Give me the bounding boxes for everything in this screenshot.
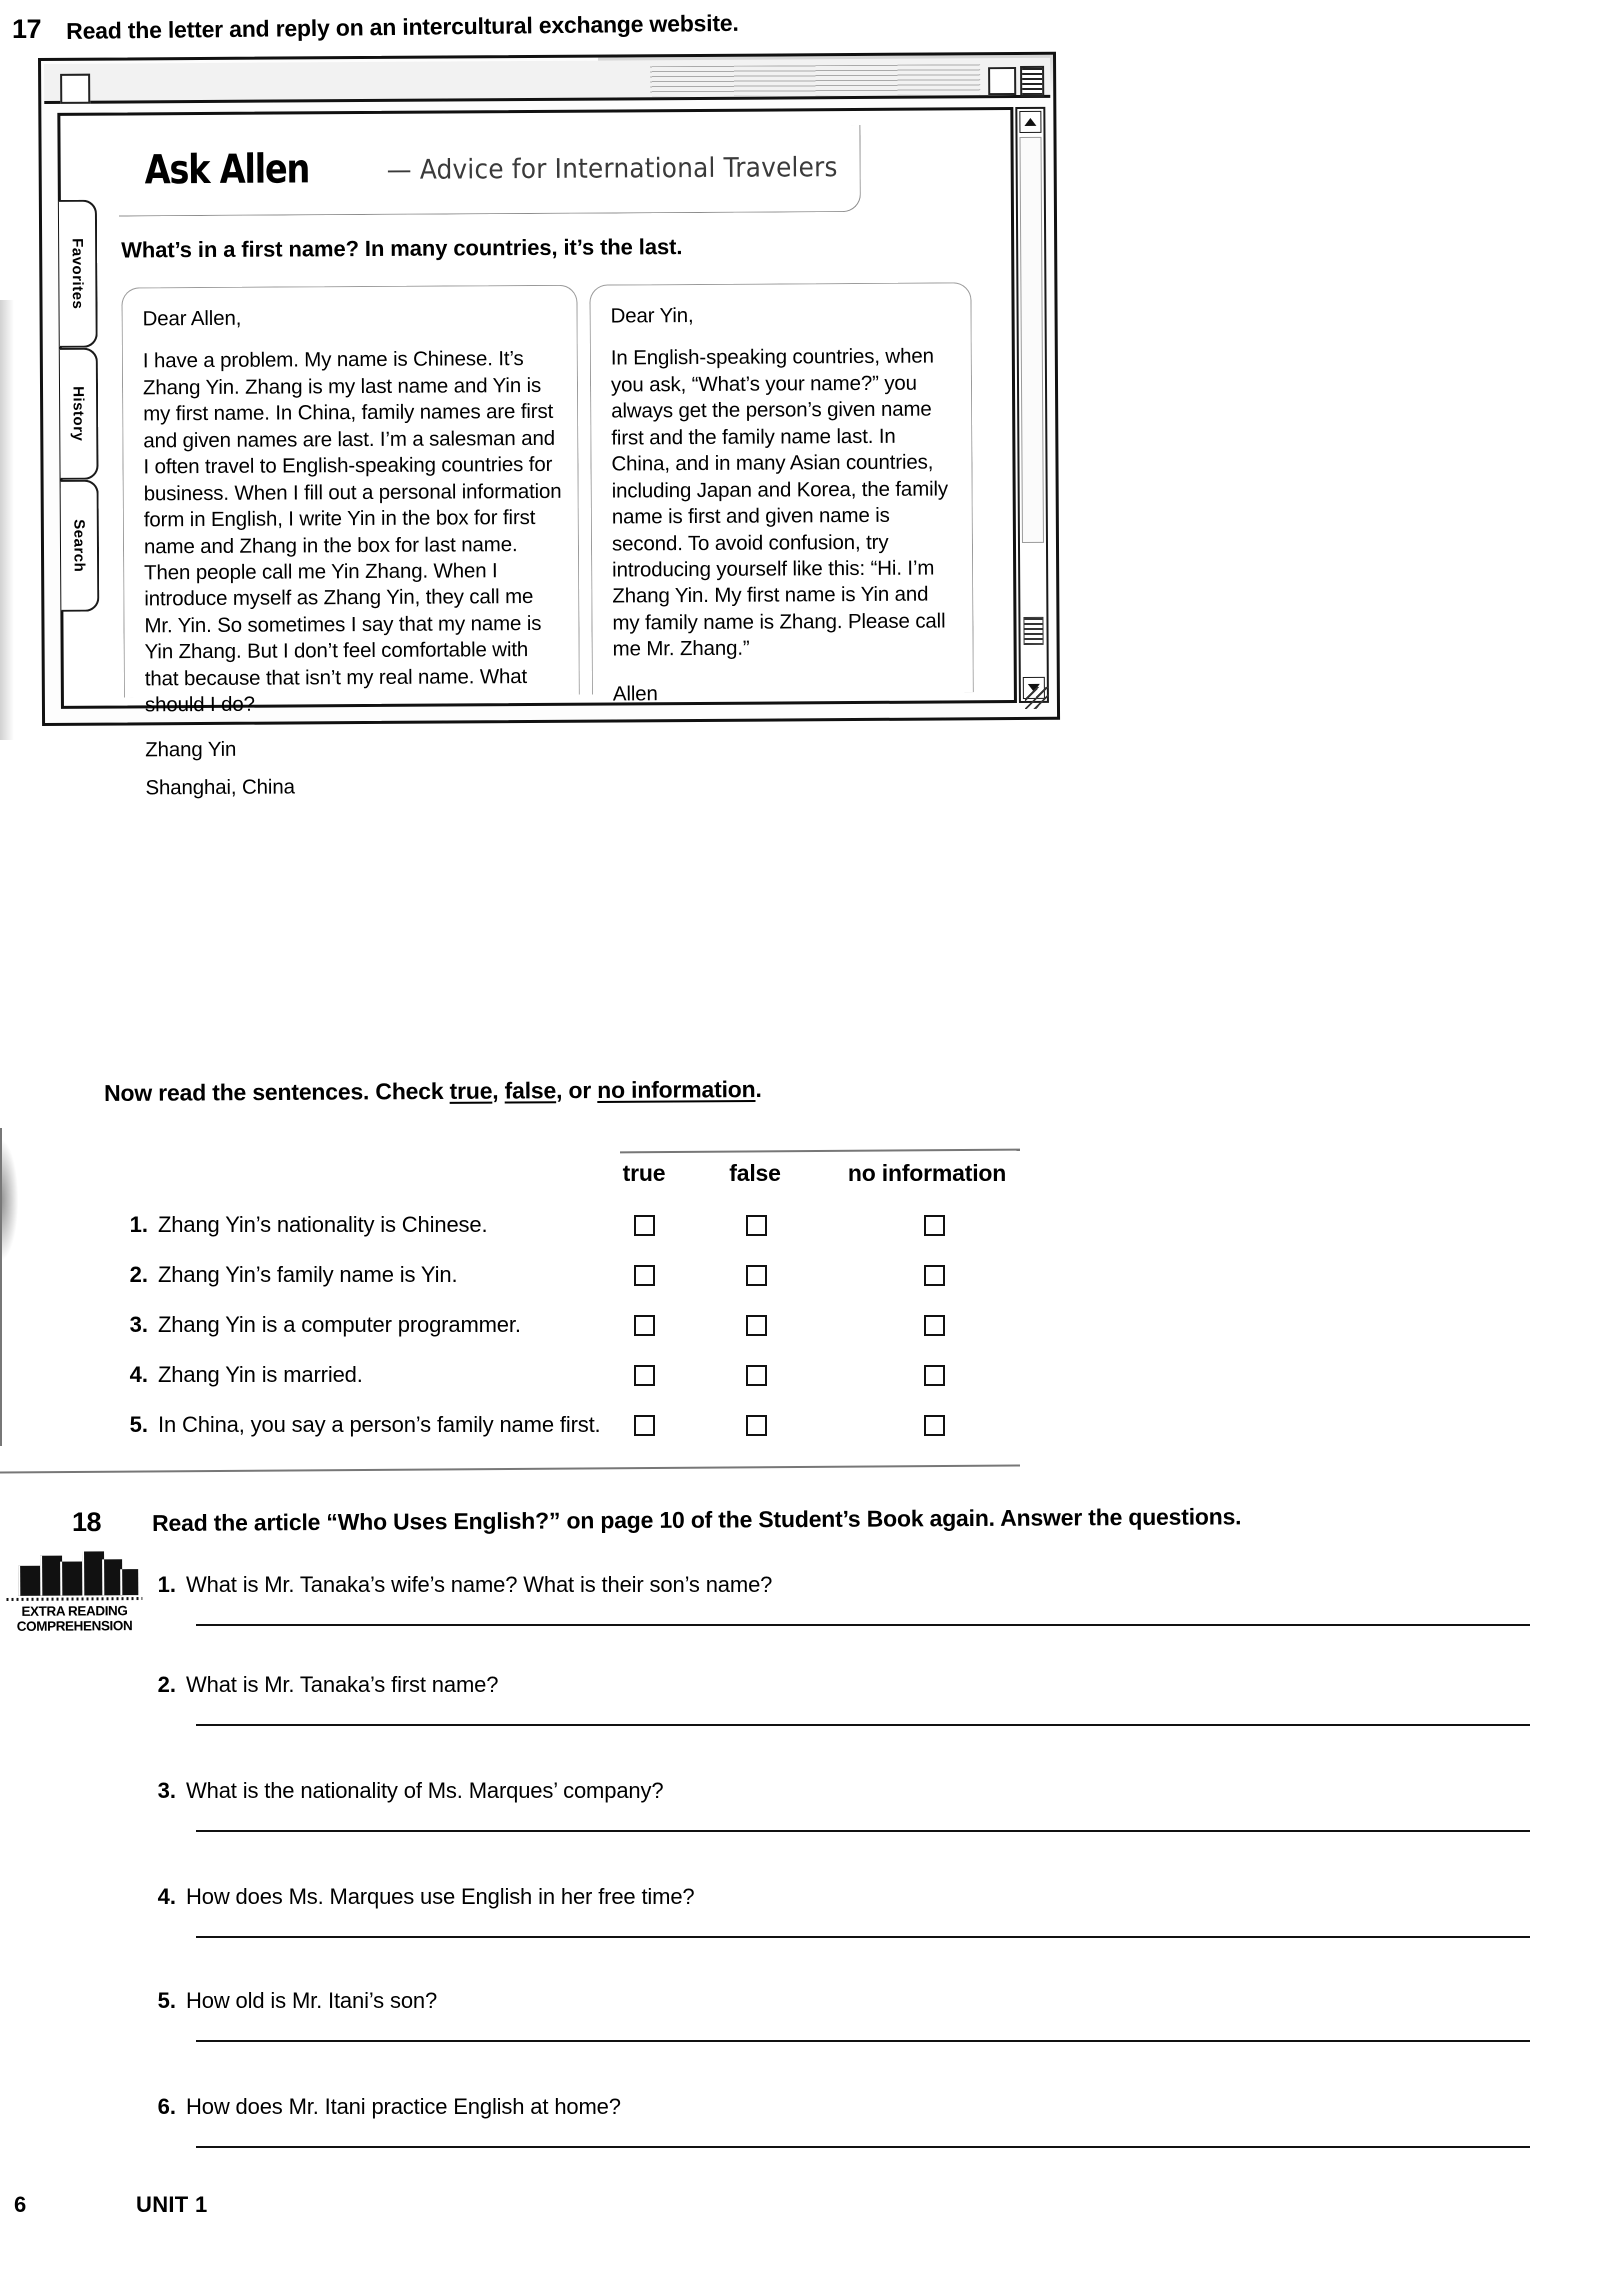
table-row <box>0 1312 1020 1352</box>
question-number: 2. <box>157 1672 176 1697</box>
scrollbar-grip-icon <box>1023 617 1043 645</box>
browser-frame <box>38 52 1060 800</box>
sidebar-tab-history-label: History <box>69 386 87 442</box>
sidebar-tab-history[interactable] <box>60 348 99 480</box>
scroll-up-arrow-icon[interactable] <box>1019 111 1041 133</box>
sidebar-tab-favorites-label: Favorites <box>68 238 87 310</box>
check-instruction-true: true <box>449 1077 493 1104</box>
site-brand-subtitle: — Advice for International Travelers <box>386 152 838 186</box>
statement-number: 4. <box>129 1362 148 1387</box>
question-item <box>0 1778 1600 1864</box>
answer-line[interactable] <box>196 1936 1530 1938</box>
statement-number: 2. <box>129 1262 148 1287</box>
browser-title-bar <box>44 58 1050 104</box>
checkbox-true[interactable] <box>634 1315 655 1336</box>
exercise-18-number: 18 <box>72 1507 102 1537</box>
question-text: What is Mr. Tanaka’s wife’s name? What is their son’s name? <box>186 1572 773 1597</box>
checkbox-no-information[interactable] <box>924 1415 945 1436</box>
letter-from-reader <box>121 285 579 800</box>
question-text: How old is Mr. Itani’s son? <box>186 1988 438 2013</box>
statement-text: Zhang Yin’s nationality is Chinese. <box>158 1212 488 1237</box>
statement-number: 3. <box>129 1312 148 1337</box>
badge-label-line2: COMPREHENSION <box>16 1618 133 1635</box>
window-controls-icon[interactable] <box>1020 66 1044 97</box>
column-header-no-information: no information <box>847 1160 1007 1186</box>
statement-text: Zhang Yin’s family name is Yin. <box>158 1262 458 1287</box>
question-text: What is Mr. Tanaka’s first name? <box>186 1672 499 1697</box>
article-headline: What’s in a first name? In many countries, it’s the last. <box>121 234 683 263</box>
column-header-false: false <box>729 1160 781 1186</box>
check-instruction-sep1: , <box>492 1077 505 1104</box>
question-item <box>0 1672 1600 1758</box>
checkbox-true[interactable] <box>634 1215 655 1236</box>
letter-left-location: Shanghai, China <box>145 775 295 800</box>
site-masthead <box>118 125 861 217</box>
question-text: What is the nationality of Ms. Marques’ company? <box>186 1778 664 1803</box>
question-number: 5. <box>157 1988 176 2013</box>
table-row <box>0 1412 1020 1452</box>
letter-right-body: In English-speaking countries, when you ask, “What’s your name?” you always get the person’s given name first and the family name last. In China, and in many Asian countries, including Japan and Korea, the family name is first and given name is second. To avoid confusion, try introducing yourself like this: “Hi. I’m Zhang Yin. My first name is Yin and my family name is Zhang. Please call me Mr. Zhang.” <box>610 344 949 661</box>
check-instruction-suffix: . <box>755 1075 762 1103</box>
table-top-rule <box>620 1149 1020 1153</box>
checkbox-false[interactable] <box>746 1315 767 1336</box>
checkbox-false[interactable] <box>746 1215 767 1236</box>
letter-left-signature: Zhang Yin <box>145 737 237 761</box>
unit-label: UNIT 1 <box>136 2192 208 2217</box>
checkbox-true[interactable] <box>634 1415 655 1436</box>
site-brand: Ask Allen <box>144 146 310 194</box>
checkbox-false[interactable] <box>746 1415 767 1436</box>
letter-left-body: I have a problem. My name is Chinese. It’s Zhang Yin. Zhang is my last name and Yin is my first name. In China, family names are first and given names are last. I’m a salesman and I often travel to English-speaking countries for business. When I fill out a personal information form in English, I write Yin in the box for first name and Zhang in the box for last name. Then people call me Yin Zhang. When I introduce myself as Zhang Yin, they call me Mr. Yin. So sometimes I say that my name is Yin Zhang. But I don’t feel comfortable with that because that isn’t my real name. What should I do? <box>142 347 562 717</box>
exercise-17-header <box>0 6 1100 56</box>
statement-number: 5. <box>129 1412 148 1437</box>
vertical-scrollbar[interactable] <box>1015 107 1049 703</box>
question-number: 1. <box>157 1572 176 1597</box>
check-instruction <box>104 1076 762 1107</box>
statement-text: In China, you say a person’s family name first. <box>158 1412 601 1437</box>
letter-left-salutation: Dear Allen, <box>142 306 242 331</box>
check-instruction-sep2: , or <box>555 1076 598 1104</box>
browser-window <box>38 52 1062 800</box>
letter-right-signature: Allen <box>612 681 658 706</box>
table-row <box>0 1262 1020 1302</box>
title-bar-texture <box>650 64 980 96</box>
scrollbar-thumb[interactable] <box>1020 137 1044 543</box>
window-resize-grip-icon[interactable] <box>1025 687 1049 709</box>
statement-text: Zhang Yin is married. <box>158 1362 363 1387</box>
sidebar-tab-favorites[interactable] <box>59 200 98 348</box>
question-text: How does Mr. Itani practice English at home? <box>186 2094 621 2119</box>
checkbox-no-information[interactable] <box>924 1215 945 1236</box>
table-bottom-rule <box>0 1464 1020 1473</box>
answer-line[interactable] <box>196 2146 1530 2148</box>
browser-viewport <box>57 107 1017 800</box>
exercise-17-number: 17 <box>12 14 42 44</box>
window-maximize-icon[interactable] <box>988 67 1016 95</box>
sidebar-tab-search-label: Search <box>70 519 88 573</box>
answer-line[interactable] <box>196 1830 1530 1832</box>
question-item <box>0 1572 1600 1658</box>
question-number: 3. <box>157 1778 176 1803</box>
question-number: 6. <box>157 2094 176 2119</box>
question-text: How does Ms. Marques use English in her free time? <box>186 1884 695 1909</box>
checkbox-no-information[interactable] <box>924 1265 945 1286</box>
check-instruction-false: false <box>504 1077 557 1104</box>
checkbox-true[interactable] <box>634 1265 655 1286</box>
answer-line[interactable] <box>196 1724 1530 1726</box>
page-number: 6 <box>14 2192 27 2217</box>
answer-line[interactable] <box>196 2040 1530 2042</box>
column-header-true: true <box>622 1160 666 1186</box>
sidebar-tab-search[interactable] <box>61 480 100 612</box>
check-instruction-noinfo: no information <box>597 1076 756 1103</box>
table-row <box>0 1212 1020 1252</box>
answer-line[interactable] <box>196 1624 1530 1626</box>
checkbox-true[interactable] <box>634 1365 655 1386</box>
exercise-17-instruction: Read the letter and reply on an intercultural exchange website. <box>66 9 739 44</box>
check-instruction-prefix: Now read the sentences. Check <box>104 1077 450 1106</box>
checkbox-no-information[interactable] <box>924 1365 945 1386</box>
table-row <box>0 1362 1020 1402</box>
checkbox-false[interactable] <box>746 1365 767 1386</box>
question-number: 4. <box>157 1884 176 1909</box>
question-item <box>0 1988 1600 2074</box>
checkbox-false[interactable] <box>746 1265 767 1286</box>
question-item <box>0 2094 1600 2180</box>
browser-sidebar-tabs <box>61 200 104 620</box>
true-false-table <box>0 1128 1020 1478</box>
statement-text: Zhang Yin is a computer programmer. <box>158 1312 521 1337</box>
exercise-18-instruction: Read the article “Who Uses English?” on page 10 of the Student’s Book again. Answer the questions. <box>152 1503 1242 1536</box>
checkbox-no-information[interactable] <box>924 1315 945 1336</box>
window-menu-icon[interactable] <box>60 74 90 104</box>
letter-reply-from-allen <box>589 282 973 706</box>
question-item <box>0 1884 1600 1970</box>
letter-right-salutation: Dear Yin, <box>610 304 694 328</box>
badge-label-line1: EXTRA READING <box>21 1603 128 1619</box>
scan-edge-shadow <box>0 300 14 740</box>
statement-number: 1. <box>129 1212 148 1237</box>
